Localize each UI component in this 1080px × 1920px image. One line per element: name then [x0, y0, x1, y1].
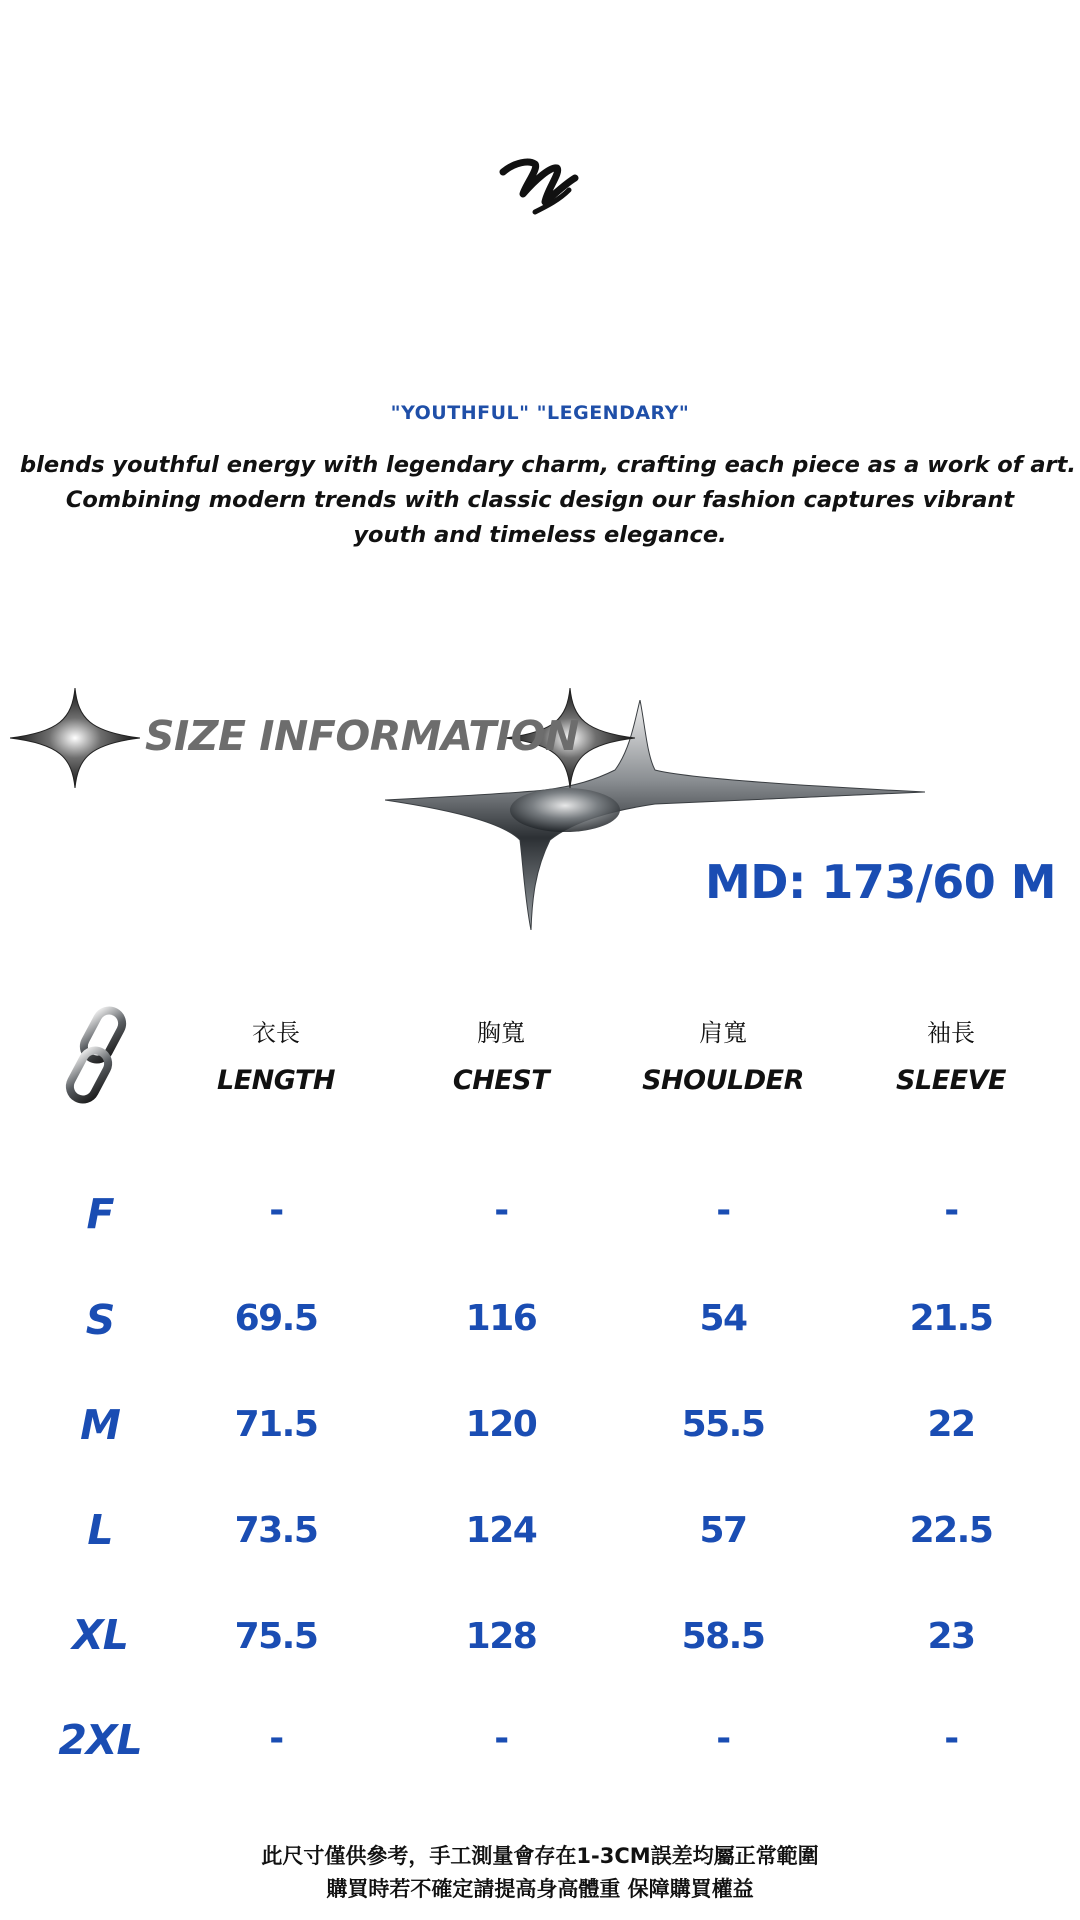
table-cell: 120	[465, 1404, 537, 1445]
intro-line: blends youthful energy with legendary charm, crafting each piece as a work of art.	[20, 452, 1076, 478]
table-cell: 124	[465, 1510, 537, 1551]
intro-line: youth and timeless elegance.	[353, 522, 727, 548]
table-cell: 75.5	[234, 1616, 318, 1657]
table-cell: 58.5	[681, 1616, 765, 1657]
table-cell: 21.5	[909, 1298, 993, 1339]
section-title: SIZE INFORMATION	[145, 712, 579, 760]
chain-link-icon	[58, 1005, 143, 1105]
table-cell: 55.5	[681, 1404, 765, 1445]
table-cell: -	[944, 1718, 958, 1759]
intro-line: Combining modern trends with classic design our fashion captures vibrant	[65, 487, 1015, 513]
table-cell: 73.5	[234, 1510, 318, 1551]
column-header-cn: 胸寬	[477, 1019, 525, 1047]
size-label: L	[87, 1506, 113, 1554]
size-label: S	[85, 1296, 115, 1344]
size-label: F	[86, 1190, 114, 1238]
note-line: 購買時若不確定請提高身高體重 保障購買權益	[326, 1877, 754, 1901]
table-cell: -	[716, 1718, 730, 1759]
table-cell: 69.5	[234, 1298, 318, 1339]
model-info: MD: 173/60 M	[705, 855, 1056, 909]
table-cell: 22.5	[909, 1510, 993, 1551]
measurement-note	[0, 1840, 1080, 1906]
size-label: 2XL	[58, 1716, 142, 1764]
table-cell: -	[494, 1190, 508, 1231]
note-line: 此尺寸僅供參考，手工測量會存在1-3CM誤差均屬正常範圍	[261, 1844, 819, 1868]
table-cell: -	[269, 1718, 283, 1759]
column-header-sleeve: SLEEVE	[896, 1065, 1006, 1096]
table-cell: 71.5	[234, 1404, 318, 1445]
column-header-length: LENGTH	[217, 1065, 335, 1096]
table-cell: 23	[927, 1616, 975, 1657]
table-cell: 54	[699, 1298, 747, 1339]
sparkle-icon	[10, 688, 140, 788]
intro-paragraph	[20, 448, 1076, 553]
column-header-cn: 袖長	[927, 1019, 975, 1047]
column-header-shoulder: SHOULDER	[642, 1065, 804, 1096]
tagline: "YOUTHFUL" "LEGENDARY"	[390, 402, 690, 424]
column-header-cn: 衣長	[252, 1019, 300, 1047]
size-label: M	[80, 1401, 120, 1449]
table-cell: 22	[927, 1404, 975, 1445]
table-cell: -	[944, 1190, 958, 1231]
size-label: XL	[72, 1611, 128, 1659]
brand-logo-icon	[495, 150, 585, 230]
table-cell: 128	[465, 1616, 537, 1657]
table-cell: 116	[465, 1298, 537, 1339]
table-cell: -	[269, 1190, 283, 1231]
column-header-chest: CHEST	[452, 1065, 550, 1096]
column-header-cn: 肩寬	[699, 1019, 747, 1047]
table-cell: -	[494, 1718, 508, 1759]
table-cell: 57	[699, 1510, 747, 1551]
table-cell: -	[716, 1190, 730, 1231]
